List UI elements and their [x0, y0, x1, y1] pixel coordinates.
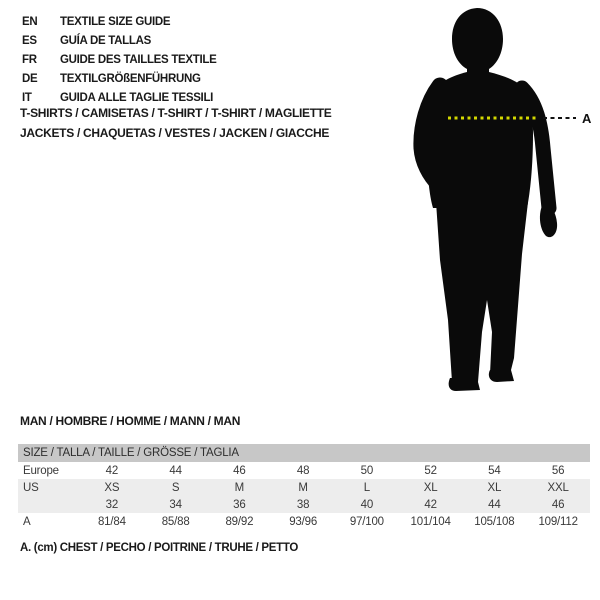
table-cell: 81/84 [97, 515, 126, 528]
language-label: TEXTILE SIZE GUIDE [60, 16, 171, 28]
table-row-chest-cm [18, 513, 590, 530]
table-cell: 42 [424, 498, 437, 511]
size-table [18, 444, 590, 530]
table-cell: 34 [169, 498, 182, 511]
language-row [22, 51, 217, 70]
table-cell: 44 [488, 498, 501, 511]
language-row [22, 70, 217, 89]
gender-heading: MAN / HOMBRE / HOMME / MANN / MAN [20, 414, 241, 428]
language-code: ES [22, 35, 37, 47]
language-code: EN [22, 16, 38, 28]
language-code: FR [22, 54, 37, 66]
language-row [22, 13, 217, 32]
size-table-header: SIZE / TALLA / TAILLE / GRÖSSE / TAGLIA [18, 444, 590, 462]
category-tshirts: T-SHIRTS / CAMISETAS / T-SHIRT / T-SHIRT / MAGLIETTE [20, 106, 332, 120]
table-cell: 93/96 [289, 515, 318, 528]
language-label: GUIDA ALLE TAGLIE TESSILI [60, 92, 214, 104]
table-cell: XXL [547, 481, 569, 494]
table-cell: 89/92 [225, 515, 254, 528]
table-cell: 38 [296, 498, 310, 511]
table-cell: M [234, 481, 245, 494]
language-label: GUÍA DE TALLAS [60, 35, 151, 47]
row-label: Europe [23, 464, 59, 477]
table-cell: 44 [169, 464, 182, 477]
table-cell: 52 [424, 464, 437, 477]
measure-footnote: A. (cm) CHEST / PECHO / POITRINE / TRUHE / PETTO [20, 542, 299, 554]
table-cell: 105/108 [474, 515, 515, 528]
table-cell: 50 [360, 464, 374, 477]
table-cell: 42 [105, 464, 119, 477]
table-row-us-numeric [18, 496, 590, 513]
man-silhouette-figure [390, 2, 600, 400]
table-cell: S [171, 481, 180, 494]
table-cell: L [363, 481, 370, 494]
table-cell: XS [104, 481, 120, 494]
table-cell: 97/100 [349, 515, 384, 528]
table-cell: 46 [233, 464, 246, 477]
table-cell: 101/104 [410, 515, 451, 528]
row-label: A [23, 515, 31, 528]
table-cell: 48 [296, 464, 310, 477]
language-label: GUIDE DES TAILLES TEXTILE [60, 54, 217, 66]
table-cell: 32 [105, 498, 119, 511]
table-cell: XL [487, 481, 502, 494]
table-cell: 109/112 [538, 515, 578, 528]
language-label: TEXTILGRÖßENFÜHRUNG [60, 73, 201, 85]
table-cell: 56 [551, 464, 565, 477]
table-cell: 85/88 [161, 515, 190, 528]
table-cell: XL [423, 481, 438, 494]
language-code: DE [22, 73, 38, 85]
table-cell: M [298, 481, 308, 494]
table-cell: 54 [488, 464, 501, 477]
table-row-us [18, 479, 590, 496]
language-row [22, 32, 217, 51]
table-row-europe [18, 462, 590, 479]
garment-categories [20, 104, 332, 143]
table-cell: 46 [551, 498, 565, 511]
table-cell: 36 [233, 498, 246, 511]
table-cell: 40 [360, 498, 374, 511]
measure-label-a: A [582, 111, 592, 126]
language-list [22, 13, 217, 108]
language-code: IT [22, 92, 32, 104]
category-jackets: JACKETS / CHAQUETAS / VESTES / JACKEN / GIACCHE [20, 125, 330, 140]
man-silhouette-icon [422, 8, 557, 391]
row-label: US [23, 481, 39, 494]
